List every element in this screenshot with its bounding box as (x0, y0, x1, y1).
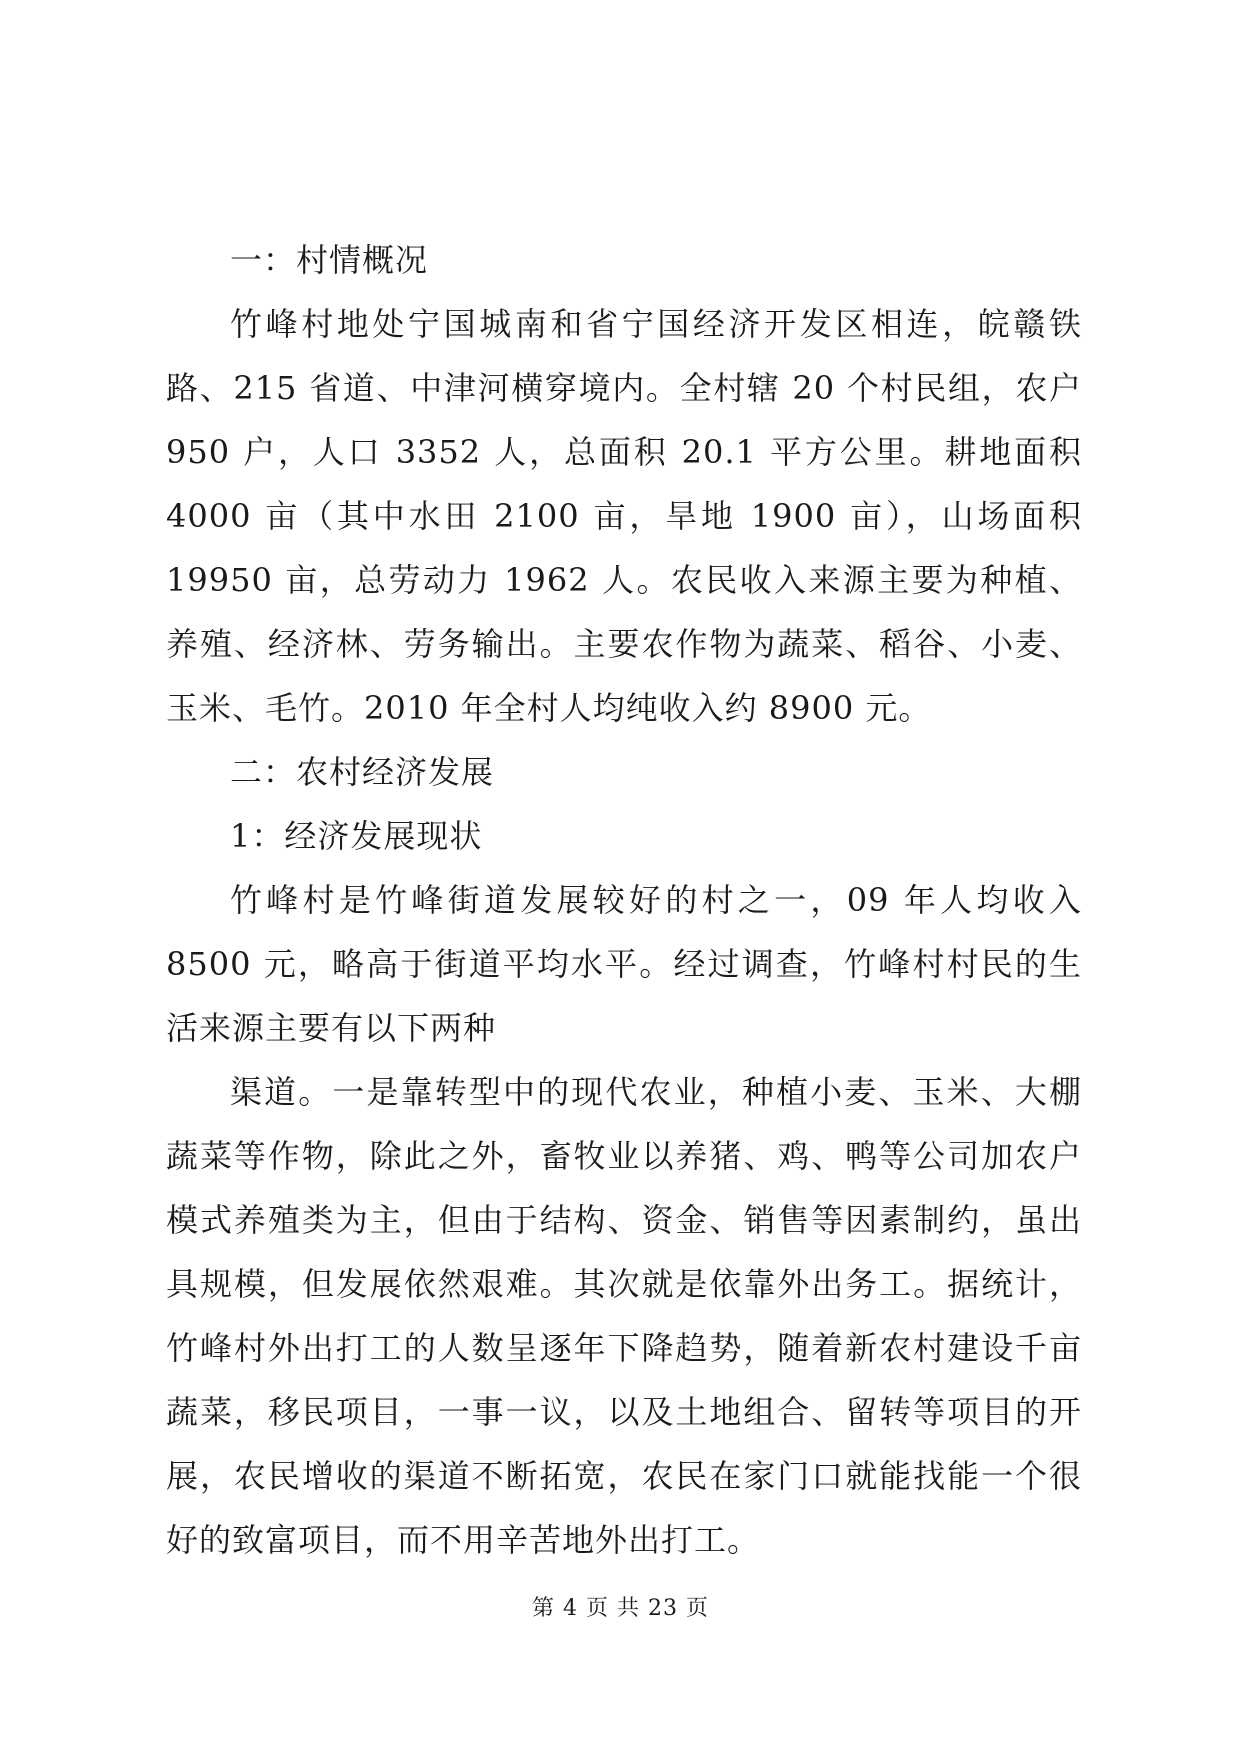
paragraph-income-channels: 渠道。一是靠转型中的现代农业，种植小麦、玉米、大棚蔬菜等作物，除此之外，畜牧业以养猪、鸡、鸭等公司加农户模式养殖类为主，但由于结构、资金、销售等因素制约，虽出具规模，但发展依然艰难。其次就是依靠外出务工。据统计，竹峰村外出打工的人数呈逐年下降趋势，随着新农村建设千亩蔬菜，移民项目，一事一议，以及土地组合、留转等项目的开展，农民增收的渠道不断拓宽，农民在家门口就能找能一个很好的致富项目，而不用辛苦地外出打工。 (166, 1073, 1082, 1559)
subsection-heading-economic-status: 1：经济发展现状 (230, 817, 483, 855)
section-heading-village-overview: 一：村情概况 (230, 241, 429, 279)
paragraph-economic-status: 竹峰村是竹峰街道发展较好的村之一，09 年人均收入 8500 元，略高于街道平均水平。经过调查，竹峰村村民的生活来源主要有以下两种 (166, 881, 1082, 1047)
document-body (166, 228, 1082, 1572)
paragraph-village-overview: 竹峰村地处宁国城南和省宁国经济开发区相连，皖赣铁路、215 省道、中津河横穿境内。全村辖 20 个村民组，农户 950 户，人口 3352 人，总面积 20.1 平方公里。耕地面积 4000 亩（其中水田 2100 亩，旱地 1900 亩），山场面积 19950 亩，总劳动力 1962 人。农民收入来源主要为种植、养殖、经济林、劳务输出。主要农作物为蔬菜、稻谷、小麦、玉米、毛竹。2010 年全村人均纯收入约 8900 元。 (166, 305, 1082, 727)
page-number-footer: 第 4 页 共 23 页 (532, 1596, 709, 1621)
section-heading-rural-economy: 二：农村经济发展 (230, 753, 495, 791)
